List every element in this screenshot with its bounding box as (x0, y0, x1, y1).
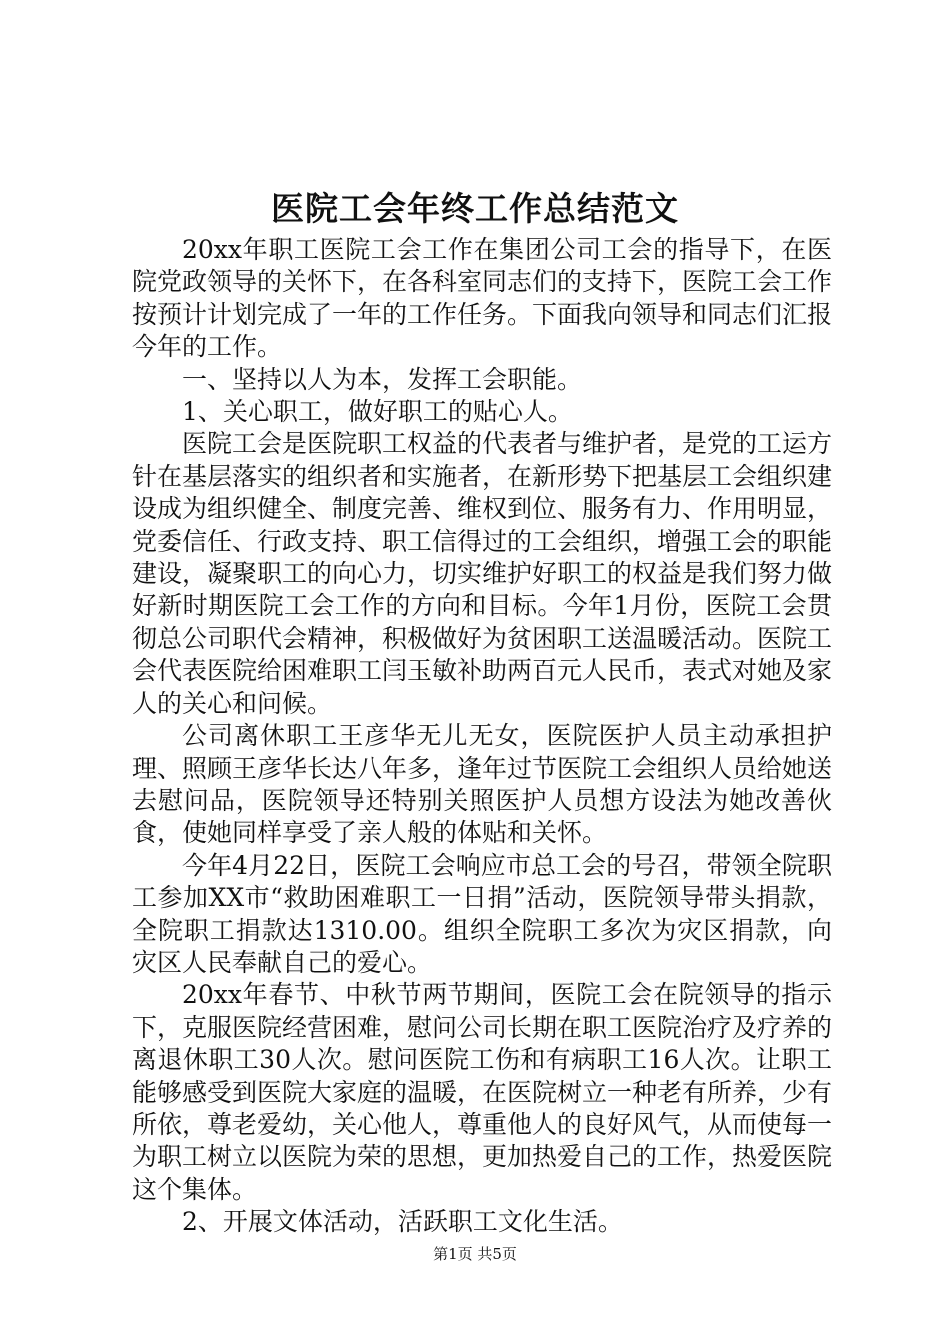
paragraph-intro: 20xx年职工医院工会工作在集团公司工会的指导下，在医院党政领导的关怀下，在各科室同志们的支持下，医院工会工作按预计计划完成了一年的工作任务。下面我向领导和同志们汇报今年的工作。 (132, 235, 833, 362)
paragraph-retired-worker-care: 公司离休职工王彦华无儿无女，医院医护人员主动承担护理、照顾王彦华长达八年多，逢年过节医院工会组织人员给她送去慰问品，医院领导还特别关照医护人员想方设法为她改善伙食，使她同样享受了亲人般的体贴和关怀。 (132, 721, 833, 848)
paragraph-union-role: 医院工会是医院职工权益的代表者与维护者，是党的工运方针在基层落实的组织者和实施者，在新形势下把基层工会组织建设成为组织健全、制度完善、维权到位、服务有力、作用明显，党委信任、行政支持、职工信得过的工会组织，增强工会的职能建设，凝聚职工的向心力，切实维护好职工的权益是我们努力做好新时期医院工会工作的方向和目标。今年1月份，医院工会贯彻总公司职代会精神，积极做好为贫困职工送温暖活动。医院工会代表医院给困难职工闫玉敏补助两百元人民币，表式对她及家人的关心和问候。 (132, 429, 833, 718)
subsection-heading-2: 2、开展文体活动，活跃职工文化生活。 (182, 1207, 623, 1237)
document-title: 医院工会年终工作总结范文 (271, 189, 679, 228)
paragraph-donation: 今年4月22日，医院工会响应市总工会的号召，带领全院职工参加XX市“救助困难职工一日捐”活动，医院领导带头捐款，全院职工捐款达1310.00。组织全院职工多次为灾区捐款，向灾区人民奉献自己的爱心。 (132, 850, 832, 977)
paragraph-holiday-visits: 20xx年春节、中秋节两节期间，医院工会在院领导的指示下，克服医院经营困难，慰问公司长期在职工医院治疗及疗养的离退休职工30人次。慰问医院工伤和有病职工16人次。让职工能够感受到医院大家庭的温暖，在医院树立一种老有所养，少有所依，尊老爱幼，关心他人，尊重他人的良好风气，从而使每一为职工树立以医院为荣的思想，更加热爱自己的工作，热爱医院这个集体。 (132, 980, 833, 1204)
section-heading-1: 一、坚持以人为本，发挥工会职能。 (182, 364, 583, 394)
page-number: 第1页 共5页 (433, 1245, 517, 1263)
subsection-heading-1: 1、关心职工，做好职工的贴心人。 (182, 397, 573, 427)
document-body (132, 234, 832, 1239)
